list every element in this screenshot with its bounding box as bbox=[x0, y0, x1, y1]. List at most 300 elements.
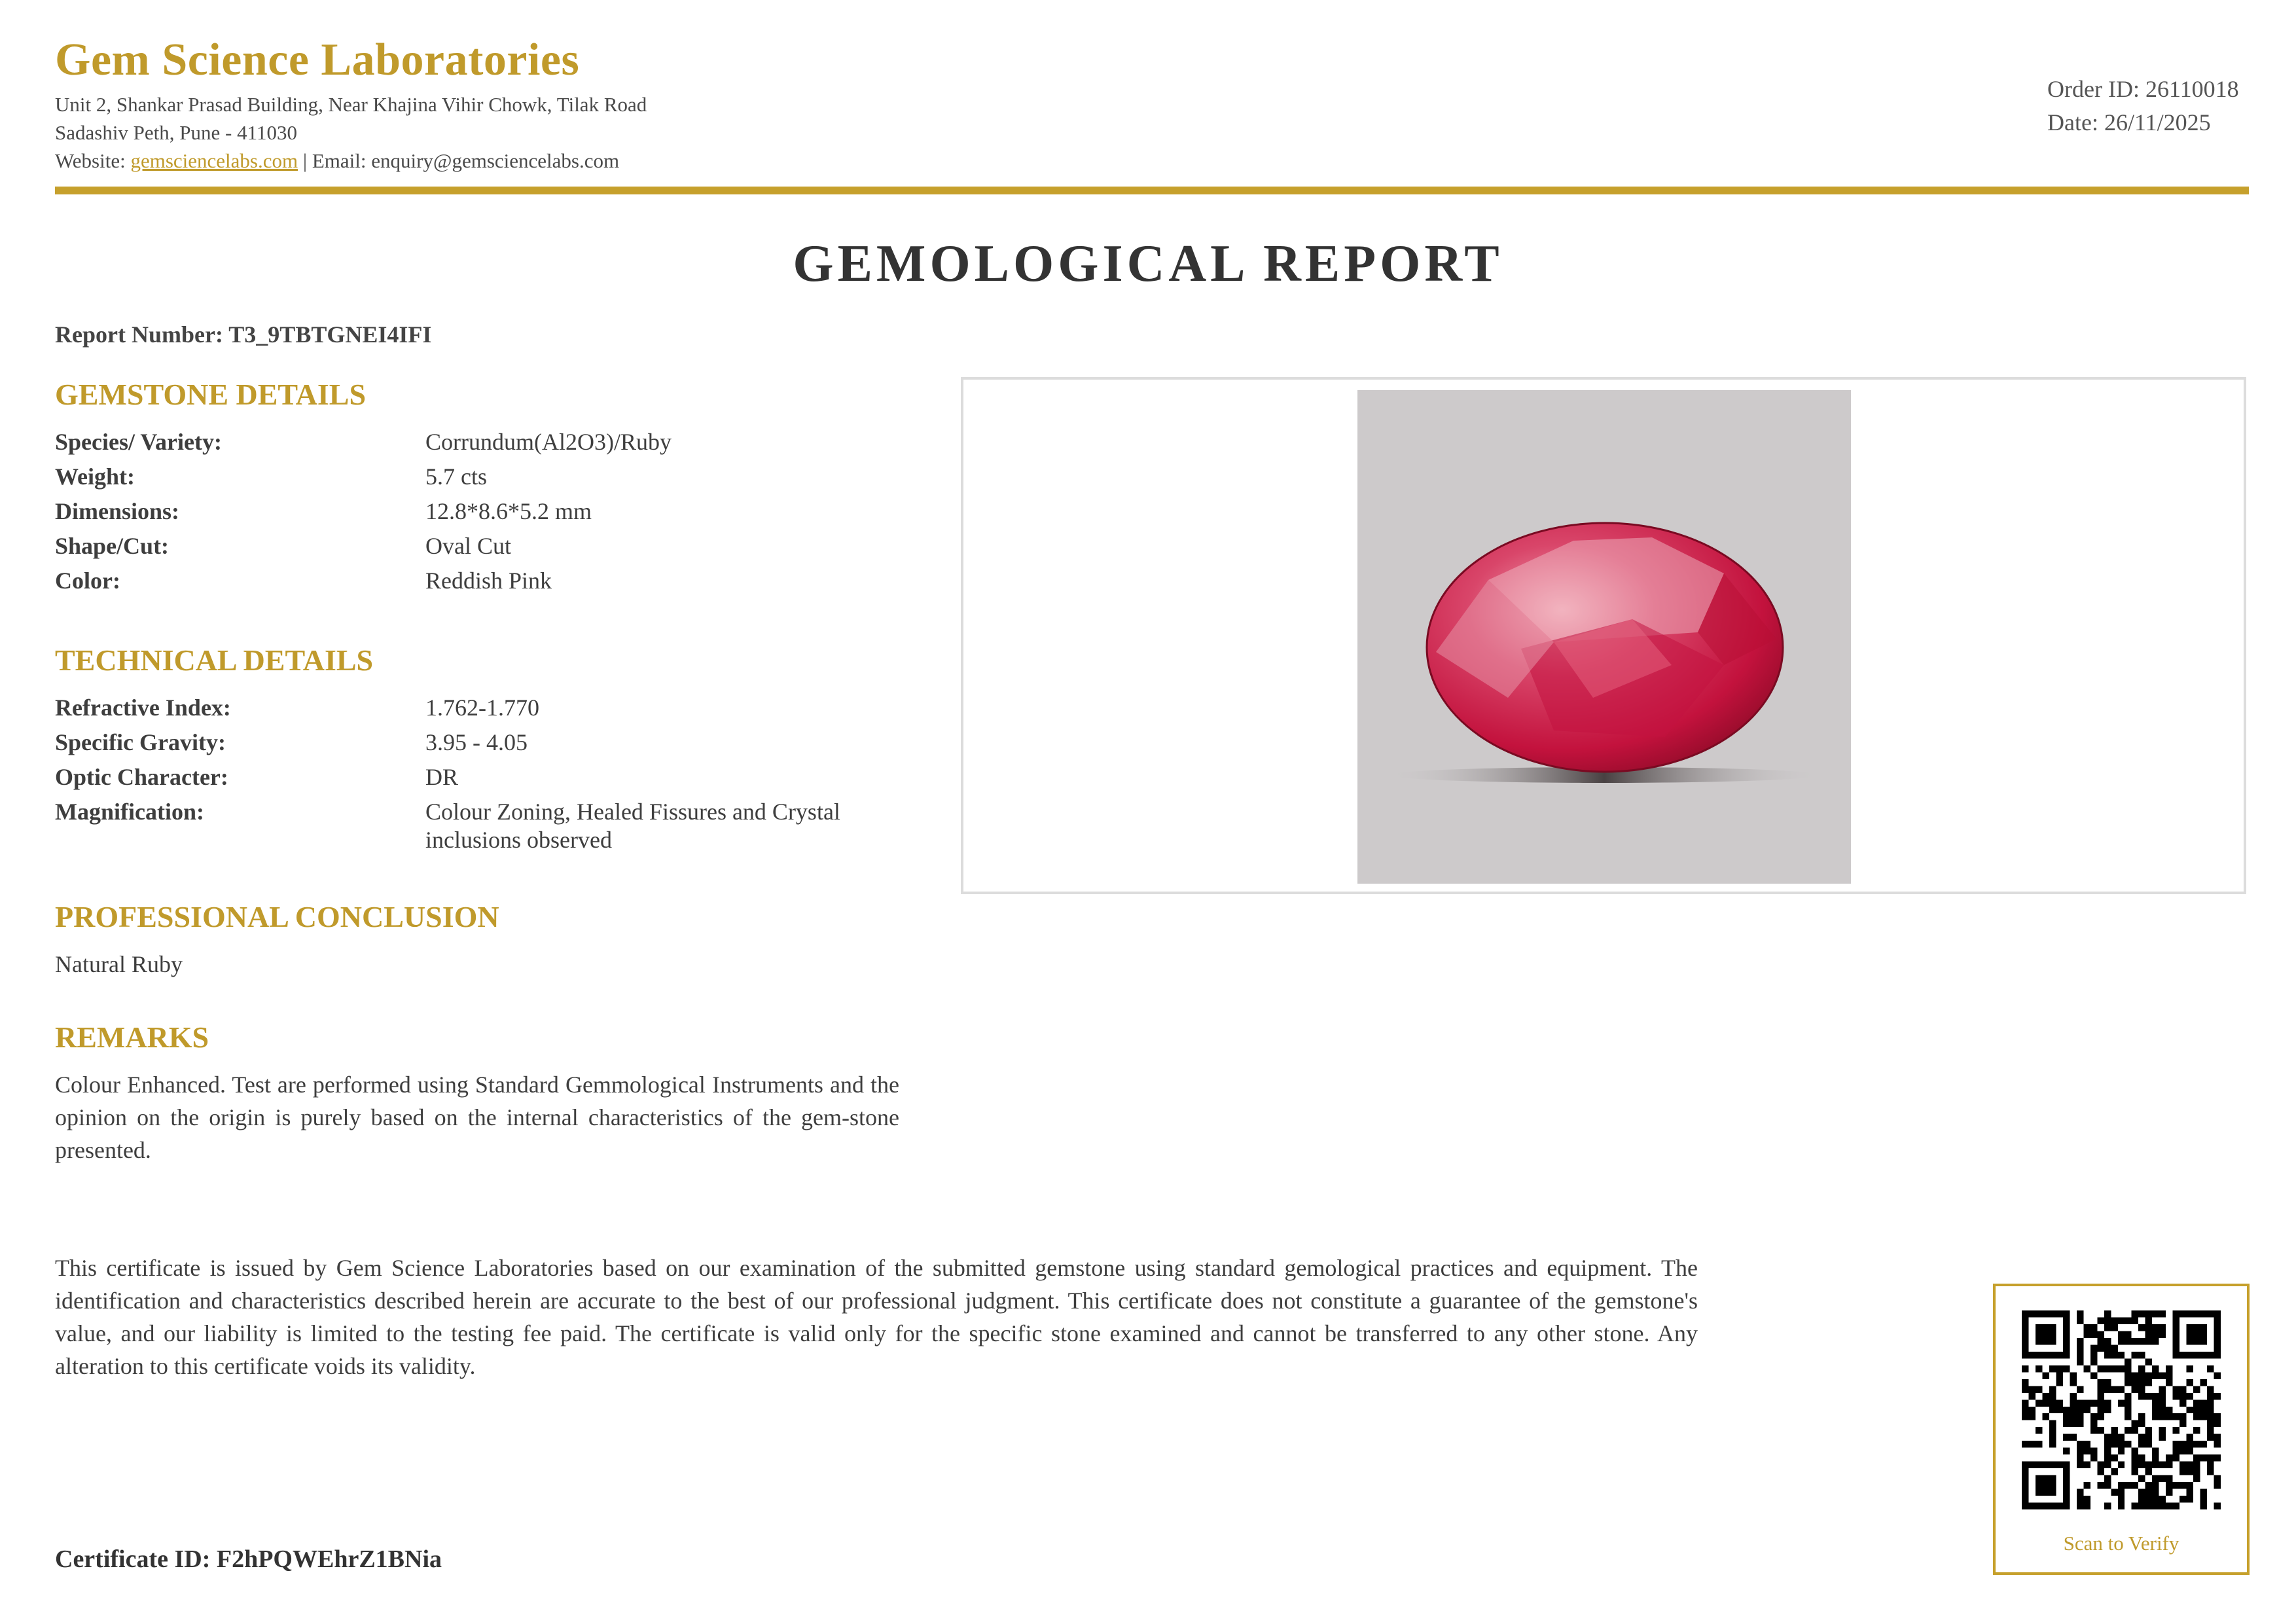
qr-module bbox=[2145, 1503, 2152, 1509]
qr-module bbox=[2159, 1372, 2166, 1379]
qr-module bbox=[2138, 1379, 2145, 1386]
order-date: Date: 26/11/2025 bbox=[2047, 109, 2211, 135]
qr-module bbox=[2125, 1441, 2131, 1447]
qr-module bbox=[2145, 1317, 2152, 1324]
qr-module bbox=[2132, 1482, 2138, 1489]
qr-module bbox=[2125, 1338, 2131, 1344]
qr-module bbox=[2145, 1379, 2152, 1386]
qr-module bbox=[2042, 1399, 2049, 1406]
qr-module bbox=[2207, 1413, 2214, 1420]
qr-module bbox=[2104, 1448, 2111, 1454]
qr-module bbox=[2159, 1393, 2166, 1399]
qr-module bbox=[2111, 1468, 2117, 1475]
qr-module bbox=[2049, 1420, 2056, 1427]
qr-module bbox=[2063, 1365, 2070, 1372]
qr-module bbox=[2118, 1448, 2125, 1454]
qr-module bbox=[2145, 1482, 2152, 1489]
scan-to-verify-label: Scan to Verify bbox=[2063, 1532, 2179, 1555]
qr-module bbox=[2111, 1344, 2117, 1351]
qr-module bbox=[2173, 1427, 2179, 1434]
qr-module bbox=[2159, 1331, 2166, 1337]
qr-module bbox=[2070, 1372, 2076, 1379]
qr-module bbox=[2152, 1413, 2159, 1420]
conclusion-text: Natural Ruby bbox=[55, 951, 183, 977]
qr-module bbox=[2132, 1427, 2138, 1434]
qr-module bbox=[2166, 1462, 2172, 1468]
qr-module bbox=[2104, 1482, 2111, 1489]
qr-module bbox=[2214, 1434, 2221, 1441]
qr-module bbox=[2145, 1434, 2152, 1441]
qr-module bbox=[2138, 1489, 2145, 1496]
qr-module bbox=[2083, 1324, 2090, 1331]
qr-module bbox=[2138, 1324, 2145, 1331]
shape-value: Oval Cut bbox=[425, 533, 511, 559]
qr-module bbox=[2125, 1379, 2131, 1386]
qr-module bbox=[2097, 1468, 2104, 1475]
qr-module bbox=[2187, 1489, 2193, 1496]
qr-module bbox=[2173, 1386, 2179, 1392]
qr-module bbox=[2118, 1441, 2125, 1447]
qr-module bbox=[2077, 1441, 2083, 1447]
qr-module bbox=[2070, 1393, 2076, 1399]
qr-module bbox=[2036, 1324, 2056, 1344]
qr-module bbox=[2049, 1434, 2056, 1441]
disclaimer-text: This certificate is issued by Gem Science Laboratories based on our examination of the submitted gemstone using standard gemological practices and equipment. The identification and characteristics described herein are accurate to the best of our professional judgment. This certificate does not constitute a guarantee of the gemstone's value, and our liability is limited to the testing fee paid. The certificate is valid only for the specific stone examined and cannot be transferred to any other stone. Any alteration to this certificate voids its validity. bbox=[55, 1255, 1698, 1379]
qr-module bbox=[2152, 1365, 2159, 1372]
qr-module bbox=[2207, 1393, 2214, 1399]
weight-value: 5.7 cts bbox=[425, 463, 487, 490]
qr-module bbox=[2187, 1379, 2193, 1386]
qr-module bbox=[2063, 1407, 2070, 1413]
qr-module bbox=[2077, 1496, 2083, 1502]
qr-module bbox=[2056, 1372, 2062, 1379]
qr-module bbox=[2132, 1372, 2138, 1379]
qr-module bbox=[2077, 1317, 2083, 1324]
qr-module bbox=[2063, 1434, 2070, 1441]
qr-module bbox=[2070, 1379, 2076, 1386]
qr-module bbox=[2022, 1413, 2028, 1420]
qr-module bbox=[2036, 1427, 2042, 1434]
qr-module bbox=[2036, 1441, 2042, 1447]
qr-module bbox=[2214, 1393, 2221, 1399]
qr-module bbox=[2145, 1310, 2152, 1317]
qr-module bbox=[2138, 1434, 2145, 1441]
qr-module bbox=[2138, 1393, 2145, 1399]
qr-module bbox=[2090, 1331, 2097, 1337]
qr-module bbox=[2111, 1489, 2117, 1496]
qr-module bbox=[2049, 1393, 2056, 1399]
qr-module bbox=[2166, 1489, 2172, 1496]
qr-module bbox=[2207, 1462, 2214, 1468]
qr-module bbox=[2118, 1496, 2125, 1502]
qr-module bbox=[2070, 1399, 2076, 1406]
qr-module bbox=[2042, 1372, 2049, 1379]
qr-module bbox=[2187, 1441, 2193, 1447]
qr-module bbox=[2193, 1386, 2200, 1392]
qr-module bbox=[2179, 1441, 2186, 1447]
color-value: Reddish Pink bbox=[425, 568, 552, 594]
report-number: Report Number: T3_9TBTGNEI4IFI bbox=[55, 321, 432, 348]
qr-module bbox=[2104, 1386, 2111, 1392]
qr-module bbox=[2132, 1503, 2138, 1509]
qr-module bbox=[2125, 1407, 2131, 1413]
qr-module bbox=[2111, 1352, 2117, 1358]
qr-module bbox=[2070, 1434, 2076, 1441]
qr-module bbox=[2111, 1365, 2117, 1372]
qr-module bbox=[2166, 1503, 2172, 1509]
qr-module bbox=[2111, 1324, 2117, 1331]
qr-module bbox=[2070, 1420, 2076, 1427]
qr-module bbox=[2104, 1407, 2111, 1413]
qr-module bbox=[2138, 1352, 2145, 1358]
qr-module bbox=[2200, 1454, 2207, 1461]
qr-module bbox=[2138, 1386, 2145, 1392]
qr-module bbox=[2152, 1462, 2159, 1468]
qr-module bbox=[2070, 1413, 2076, 1420]
qr-module bbox=[2077, 1420, 2083, 1427]
qr-module bbox=[2036, 1399, 2042, 1406]
qr-module bbox=[2090, 1344, 2097, 1351]
qr-module bbox=[2090, 1427, 2097, 1434]
company-name: Gem Science Laboratories bbox=[55, 35, 580, 85]
specific-gravity-value: 3.95 - 4.05 bbox=[425, 729, 528, 755]
address-line-2: Sadashiv Peth, Pune - 411030 bbox=[55, 121, 297, 144]
qr-module bbox=[2125, 1427, 2131, 1434]
qr-module bbox=[2159, 1399, 2166, 1406]
qr-module bbox=[2187, 1496, 2193, 1502]
qr-module bbox=[2187, 1434, 2193, 1441]
qr-module bbox=[2083, 1399, 2090, 1406]
qr-module bbox=[2138, 1462, 2145, 1468]
qr-module bbox=[2104, 1454, 2111, 1461]
qr-module bbox=[2028, 1441, 2035, 1447]
qr-module bbox=[2118, 1352, 2125, 1358]
qr-module bbox=[2179, 1386, 2186, 1392]
color-label: Color: bbox=[55, 568, 120, 594]
qr-module bbox=[2090, 1358, 2097, 1365]
qr-module bbox=[2049, 1386, 2056, 1392]
qr-module bbox=[2179, 1420, 2186, 1427]
qr-module bbox=[2077, 1454, 2083, 1461]
qr-module bbox=[2063, 1413, 2070, 1420]
qr-module bbox=[2173, 1503, 2179, 1509]
qr-module bbox=[2083, 1496, 2090, 1502]
qr-module bbox=[2028, 1393, 2035, 1399]
qr-module bbox=[2152, 1503, 2159, 1509]
qr-module bbox=[2056, 1399, 2062, 1406]
qr-module bbox=[2042, 1413, 2049, 1420]
qr-module bbox=[2077, 1489, 2083, 1496]
qr-module bbox=[2179, 1468, 2186, 1475]
qr-module bbox=[2097, 1407, 2104, 1413]
qr-module bbox=[2187, 1468, 2193, 1475]
qr-module bbox=[2193, 1454, 2200, 1461]
qr-module bbox=[2104, 1434, 2111, 1441]
qr-module bbox=[2152, 1475, 2159, 1482]
dimensions-value: 12.8*8.6*5.2 mm bbox=[425, 498, 592, 524]
qr-module bbox=[2036, 1365, 2042, 1372]
shape-label: Shape/Cut: bbox=[55, 533, 170, 559]
qr-module bbox=[2145, 1441, 2152, 1447]
qr-module bbox=[2125, 1358, 2131, 1365]
species-value: Corrundum(Al2O3)/Ruby bbox=[425, 429, 672, 455]
qr-module bbox=[2104, 1365, 2111, 1372]
qr-module bbox=[2132, 1352, 2138, 1358]
qr-module bbox=[2145, 1372, 2152, 1379]
qr-module bbox=[2022, 1379, 2028, 1386]
qr-module bbox=[2152, 1496, 2159, 1502]
qr-module bbox=[2152, 1489, 2159, 1496]
qr-module bbox=[2028, 1407, 2035, 1413]
certificate-id: Certificate ID: F2hPQWEhrZ1BNia bbox=[55, 1545, 442, 1573]
technical-details-heading: TECHNICAL DETAILS bbox=[55, 643, 374, 677]
gemstone-details-heading: GEMSTONE DETAILS bbox=[55, 378, 367, 411]
qr-module bbox=[2193, 1413, 2200, 1420]
qr-module bbox=[2207, 1386, 2214, 1392]
qr-module bbox=[2207, 1454, 2214, 1461]
qr-module bbox=[2090, 1372, 2097, 1379]
qr-module bbox=[2090, 1399, 2097, 1406]
optic-character-value: DR bbox=[425, 764, 459, 790]
qr-module bbox=[2125, 1317, 2131, 1324]
qr-module bbox=[2104, 1379, 2111, 1386]
qr-module bbox=[2125, 1365, 2131, 1372]
qr-module bbox=[2159, 1427, 2166, 1434]
qr-module bbox=[2056, 1379, 2062, 1386]
qr-module bbox=[2173, 1393, 2179, 1399]
qr-module bbox=[2083, 1365, 2090, 1372]
qr-module bbox=[2179, 1399, 2186, 1406]
qr-module bbox=[2097, 1338, 2104, 1344]
qr-module bbox=[2097, 1413, 2104, 1420]
qr-module bbox=[2077, 1399, 2083, 1406]
qr-module bbox=[2049, 1441, 2056, 1447]
qr-module bbox=[2090, 1324, 2097, 1331]
refractive-index-value: 1.762-1.770 bbox=[425, 695, 539, 721]
qr-module bbox=[2077, 1413, 2083, 1420]
qr-module bbox=[2152, 1338, 2159, 1344]
qr-module bbox=[2173, 1441, 2179, 1447]
qr-module bbox=[2138, 1365, 2145, 1372]
qr-module bbox=[2097, 1482, 2104, 1489]
qr-module bbox=[2028, 1413, 2035, 1420]
qr-module bbox=[2187, 1393, 2193, 1399]
qr-module bbox=[2138, 1413, 2145, 1420]
qr-module bbox=[2111, 1434, 2117, 1441]
qr-module bbox=[2049, 1427, 2056, 1434]
qr-module bbox=[2159, 1386, 2166, 1392]
qr-module bbox=[2097, 1317, 2104, 1324]
species-label: Species/ Variety: bbox=[55, 429, 222, 455]
qr-module bbox=[2145, 1489, 2152, 1496]
qr-module bbox=[2207, 1407, 2214, 1413]
qr-module bbox=[2090, 1413, 2097, 1420]
qr-module bbox=[2187, 1365, 2193, 1372]
qr-module bbox=[2132, 1420, 2138, 1427]
qr-module bbox=[2200, 1503, 2207, 1509]
qr-module bbox=[2214, 1503, 2221, 1509]
qr-module bbox=[2077, 1386, 2083, 1392]
qr-module bbox=[2118, 1462, 2125, 1468]
qr-module bbox=[2152, 1331, 2159, 1337]
qr-module bbox=[2138, 1496, 2145, 1502]
qr-module bbox=[2118, 1434, 2125, 1441]
qr-module bbox=[2097, 1386, 2104, 1392]
qr-module bbox=[2125, 1372, 2131, 1379]
qr-module bbox=[2077, 1358, 2083, 1365]
qr-module bbox=[2022, 1399, 2028, 1406]
qr-module bbox=[2132, 1468, 2138, 1475]
qr-module bbox=[2111, 1386, 2117, 1392]
qr-module bbox=[2132, 1454, 2138, 1461]
qr-module bbox=[2145, 1462, 2152, 1468]
specific-gravity-label: Specific Gravity: bbox=[55, 729, 226, 755]
qr-module bbox=[2132, 1448, 2138, 1454]
qr-module bbox=[2036, 1475, 2056, 1496]
qr-module bbox=[2145, 1338, 2152, 1344]
ruby-gemstone-icon bbox=[1357, 390, 1851, 884]
qr-module bbox=[2104, 1317, 2111, 1324]
qr-module bbox=[2214, 1413, 2221, 1420]
qr-module bbox=[2214, 1441, 2221, 1447]
qr-module bbox=[2111, 1454, 2117, 1461]
qr-module bbox=[2159, 1407, 2166, 1413]
qr-module bbox=[2111, 1317, 2117, 1324]
qr-module bbox=[2214, 1454, 2221, 1461]
qr-module bbox=[2159, 1503, 2166, 1509]
qr-module bbox=[2145, 1393, 2152, 1399]
qr-module bbox=[2200, 1407, 2207, 1413]
qr-module bbox=[2111, 1427, 2117, 1434]
qr-module bbox=[2056, 1365, 2062, 1372]
qr-module bbox=[2214, 1420, 2221, 1427]
qr-module bbox=[2152, 1399, 2159, 1406]
qr-module bbox=[2070, 1407, 2076, 1413]
qr-module bbox=[2104, 1441, 2111, 1447]
qr-module bbox=[2152, 1310, 2159, 1317]
qr-module bbox=[2173, 1413, 2179, 1420]
qr-module bbox=[2042, 1393, 2049, 1399]
qr-module bbox=[2193, 1475, 2200, 1482]
email-text: | Email: enquiry@gemsciencelabs.com bbox=[298, 149, 620, 172]
qr-module bbox=[2097, 1399, 2104, 1406]
qr-module bbox=[2193, 1407, 2200, 1413]
qr-module bbox=[2179, 1482, 2186, 1489]
qr-module bbox=[2166, 1482, 2172, 1489]
qr-module bbox=[2049, 1365, 2056, 1372]
qr-module bbox=[2166, 1413, 2172, 1420]
qr-module bbox=[2125, 1399, 2131, 1406]
qr-module bbox=[2022, 1441, 2028, 1447]
qr-module bbox=[2083, 1441, 2090, 1447]
remarks-heading: REMARKS bbox=[55, 1020, 209, 1054]
qr-module bbox=[2077, 1407, 2083, 1413]
qr-module bbox=[2104, 1352, 2111, 1358]
qr-module bbox=[2152, 1324, 2159, 1331]
qr-module bbox=[2118, 1317, 2125, 1324]
qr-module bbox=[2179, 1413, 2186, 1420]
qr-module bbox=[2104, 1338, 2111, 1344]
qr-module bbox=[2138, 1310, 2145, 1317]
qr-module bbox=[2111, 1441, 2117, 1447]
qr-module bbox=[2159, 1462, 2166, 1468]
qr-module bbox=[2097, 1393, 2104, 1399]
qr-module bbox=[2049, 1399, 2056, 1406]
qr-module bbox=[2200, 1379, 2207, 1386]
qr-module bbox=[2118, 1365, 2125, 1372]
qr-module bbox=[2132, 1379, 2138, 1386]
qr-module bbox=[2200, 1441, 2207, 1447]
qr-module bbox=[2207, 1420, 2214, 1427]
qr-module bbox=[2173, 1448, 2179, 1454]
qr-module bbox=[2152, 1482, 2159, 1489]
qr-module bbox=[2022, 1386, 2028, 1392]
qr-module bbox=[2207, 1468, 2214, 1475]
qr-module bbox=[2138, 1420, 2145, 1427]
qr-module bbox=[2104, 1503, 2111, 1509]
qr-module bbox=[2118, 1482, 2125, 1489]
qr-module bbox=[2207, 1434, 2214, 1441]
qr-module bbox=[2138, 1454, 2145, 1461]
qr-module bbox=[2097, 1331, 2104, 1337]
qr-module bbox=[2132, 1338, 2138, 1344]
qr-module bbox=[2152, 1372, 2159, 1379]
qr-module bbox=[2138, 1372, 2145, 1379]
qr-module bbox=[2145, 1427, 2152, 1434]
qr-module bbox=[2083, 1462, 2090, 1468]
qr-module bbox=[2028, 1386, 2035, 1392]
qr-module bbox=[2214, 1372, 2221, 1379]
order-id: Order ID: 26110018 bbox=[2047, 76, 2239, 102]
qr-module bbox=[2152, 1407, 2159, 1413]
qr-module bbox=[2138, 1338, 2145, 1344]
qr-module bbox=[2097, 1427, 2104, 1434]
qr-module bbox=[2077, 1344, 2083, 1351]
qr-module bbox=[2138, 1503, 2145, 1509]
qr-module bbox=[2152, 1393, 2159, 1399]
qr-module bbox=[2125, 1413, 2131, 1420]
remarks-text: Colour Enhanced. Test are performed using Standard Gemmological Instruments and the opinion on the origin is purely based on the internal characteristics of the gem-stone presented. bbox=[55, 1072, 899, 1163]
qr-module bbox=[2187, 1448, 2193, 1454]
qr-module bbox=[2207, 1365, 2214, 1372]
qr-module bbox=[2056, 1407, 2062, 1413]
qr-module bbox=[2200, 1489, 2207, 1496]
qr-module bbox=[2193, 1427, 2200, 1434]
qr-module bbox=[2193, 1468, 2200, 1475]
qr-module bbox=[2166, 1407, 2172, 1413]
qr-module bbox=[2159, 1413, 2166, 1420]
qr-module bbox=[2077, 1448, 2083, 1454]
contact-line bbox=[55, 149, 619, 173]
qr-module bbox=[2166, 1475, 2172, 1482]
qr-module bbox=[2104, 1399, 2111, 1406]
qr-module bbox=[2125, 1393, 2131, 1399]
qr-module bbox=[2132, 1386, 2138, 1392]
qr-module bbox=[2097, 1379, 2104, 1386]
qr-code-icon[interactable] bbox=[2022, 1310, 2221, 1509]
website-link[interactable]: gemsciencelabs.com bbox=[130, 149, 298, 172]
qr-module bbox=[2179, 1496, 2186, 1502]
qr-module bbox=[2200, 1496, 2207, 1502]
qr-module bbox=[2083, 1448, 2090, 1454]
qr-module bbox=[2159, 1496, 2166, 1502]
qr-module bbox=[2159, 1310, 2166, 1317]
qr-module bbox=[2187, 1482, 2193, 1489]
qr-module bbox=[2097, 1344, 2104, 1351]
qr-module bbox=[2090, 1454, 2097, 1461]
qr-module bbox=[2166, 1379, 2172, 1386]
ruby-gemstone-image bbox=[1357, 390, 1851, 884]
